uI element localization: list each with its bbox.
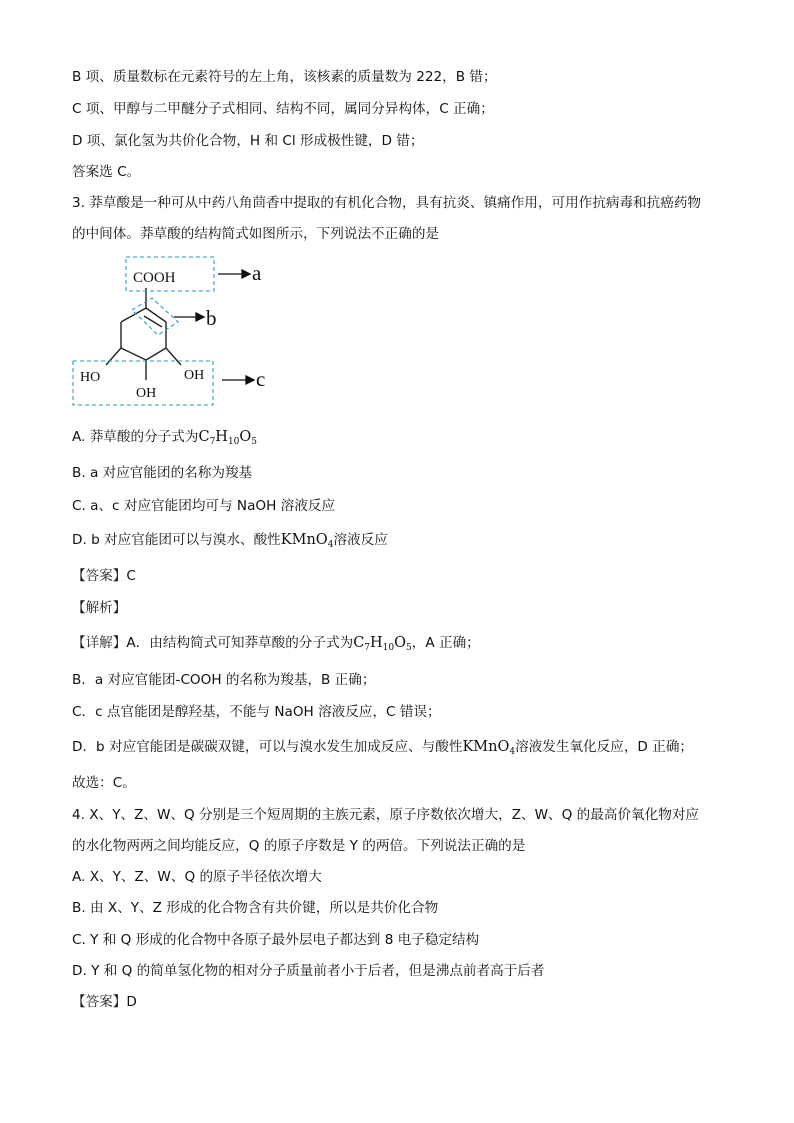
detail-line-c: C．c 点官能团是醇羟基，不能与 NaOH 溶液反应，C 错误； [72,704,441,720]
detail-line-b: B．a 对应官能团-COOH 的名称为羧基，B 正确； [72,672,376,688]
label-a: a [252,261,262,285]
detail-conclusion: 故选：C。 [72,775,136,791]
q4-answer-line [72,993,137,1011]
option-b: B. a 对应官能团的名称为羧基 [72,465,253,481]
answer-value: C [126,568,136,584]
q4-answer-value: D [126,994,137,1010]
question-4-text-1: 4. X、Y、Z、W、Q 分别是三个短周期的主族元素，原子序数依次增大，Z、W、Q 的最高价氧化物对应 [72,807,700,823]
option-a-text: A. 莽草酸的分子式为 [72,429,199,445]
option-c: C. a、c 对应官能团均可与 NaOH 溶液反应 [72,498,336,514]
solution-line-c: C 项、甲醇与二甲醚分子式相同、结构不同，属同分异构体，C 正确； [72,101,494,117]
label-c: c [256,367,266,391]
detail-line-d [72,738,693,761]
option-d-tail: 溶液反应 [333,532,388,548]
answer-label: 【答案】 [72,568,127,584]
detail-a-tail: ，A 正确； [411,635,480,651]
q4-option-b: B. 由 X、Y、Z 形成的化合物含有共价键，所以是共价化合物 [72,900,439,916]
q4-answer-label: 【答案】 [72,994,127,1010]
solution-line-b: B 项、质量数标在元素符号的左上角，该核素的质量数为 222，B 错； [72,69,497,85]
answer-choice-line: 答案选 C。 [72,164,141,180]
q4-option-a: A. X、Y、Z、W、Q 的原子半径依次增大 [72,869,322,885]
detail-d-tail: 溶液发生氧化反应，D 正确； [515,739,694,755]
option-d-text: D. b 对应官能团可以与溴水、酸性 [72,532,281,548]
question-3-text-2: 的中间体。莽草酸的结构简式如图所示，下列说法不正确的是 [72,226,440,242]
detail-d-text: D．b 对应官能团是碳碳双键，可以与溴水发生加成反应、与酸性 [72,739,463,755]
label-b: b [206,306,217,330]
detail-formula: $C_7H_{10}O_5$ [353,635,412,653]
detail-kmno4: KMnO$_4$ [462,739,516,757]
shikimic-acid-structure [70,250,280,410]
option-d [72,531,388,554]
hydroxyl-left-label: HO [80,370,101,385]
option-a [72,428,257,451]
solution-line-d: D 项、氯化氢为共价化合物，H 和 Cl 形成极性键，D 错； [72,133,424,149]
hydroxyl-right-label: OH [184,368,205,383]
analysis-label: 【解析】 [72,600,127,616]
detail-label: 【详解】 [72,635,127,651]
cooh-group-label: COOH [133,270,176,286]
detail-line-a [72,634,480,657]
kmno4-formula: KMnO$_4$ [280,532,334,550]
answer-line [72,567,136,585]
question-4-text-2: 的水化物两两之间均能反应，Q 的原子序数是 Y 的两倍。下列说法正确的是 [72,838,526,854]
molecular-formula: $C_7H_{10}O_5$ [198,429,258,447]
detail-a-text: A．由结构简式可知莽草酸的分子式为 [126,635,354,651]
q4-option-d: D. Y 和 Q 的简单氢化物的相对分子质量前者小于后者，但是沸点前者高于后者 [72,963,545,979]
q4-option-c: C. Y 和 Q 形成的化合物中各原子最外层电子都达到 8 电子稳定结构 [72,932,480,948]
question-3-text-1: 3. 莽草酸是一种可从中药八角茴香中提取的有机化合物，具有抗炎、镇痛作用，可用作抗病毒和抗癌药物 [72,195,702,211]
hydroxyl-bottom-label: OH [136,386,157,401]
